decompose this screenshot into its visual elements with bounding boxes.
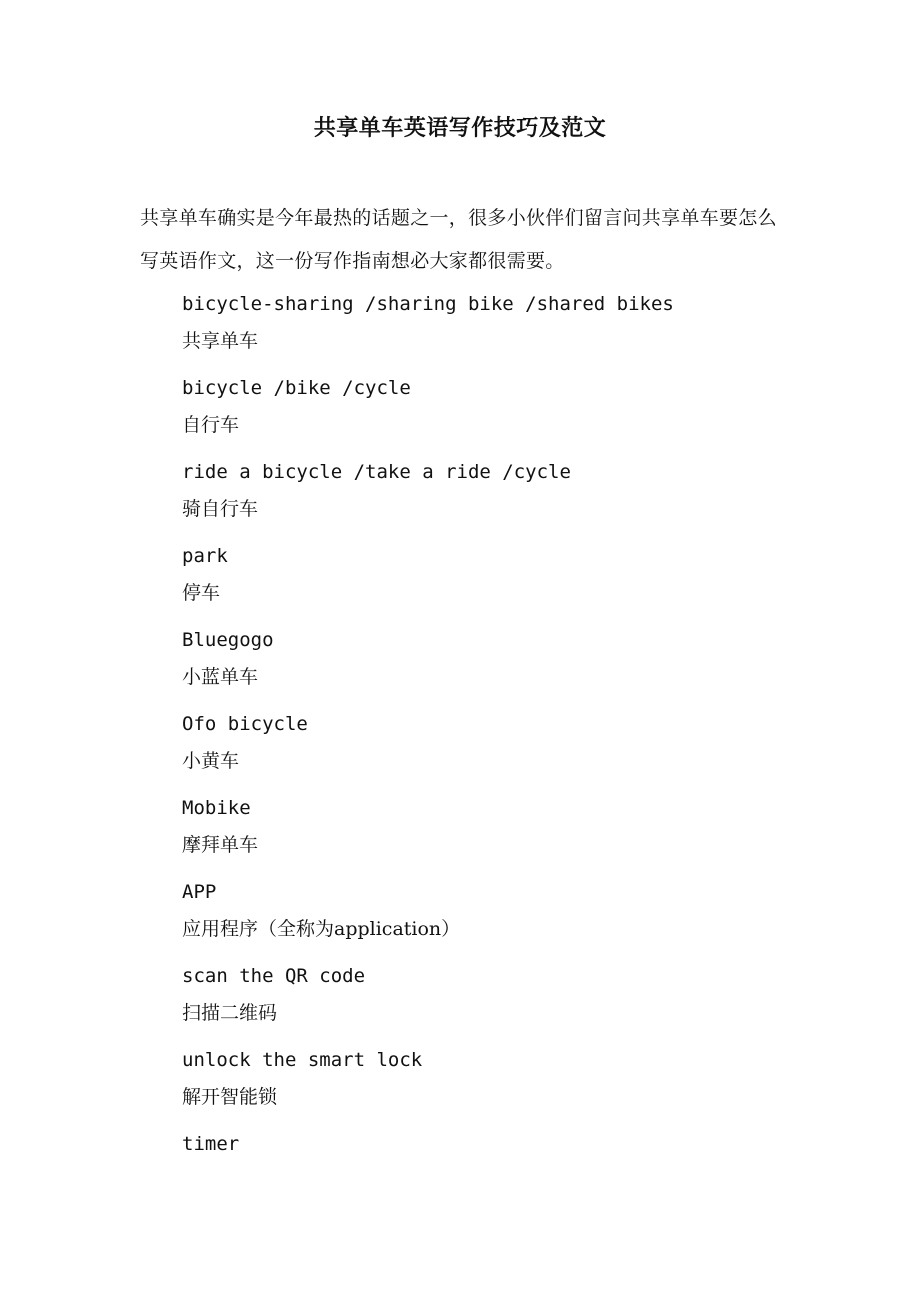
vocabulary-term: Mobike	[182, 797, 251, 819]
vocabulary-term: scan the QR code	[182, 965, 366, 987]
vocabulary-meaning: 摩拜单车	[182, 834, 259, 856]
vocabulary-meaning: 小黄车	[182, 750, 240, 772]
vocabulary-meaning: 自行车	[182, 414, 240, 436]
vocabulary-entry	[182, 287, 822, 371]
vocabulary-term: ride a bicycle /take a ride /cycle	[182, 461, 571, 483]
vocabulary-entry	[182, 875, 822, 959]
vocabulary-entry	[182, 371, 822, 455]
vocabulary-meaning: 解开智能锁	[182, 1086, 278, 1108]
vocabulary-term: bicycle /bike /cycle	[182, 377, 411, 399]
vocabulary-term: bicycle-sharing /sharing bike /shared bikes	[182, 293, 674, 315]
vocabulary-entry	[182, 1127, 822, 1211]
vocabulary-meaning: 骑自行车	[182, 498, 259, 520]
vocabulary-term: timer	[182, 1133, 240, 1155]
vocabulary-list	[182, 287, 822, 1211]
vocabulary-entry	[182, 1043, 822, 1127]
vocabulary-term: APP	[182, 881, 217, 903]
vocabulary-entry	[182, 623, 822, 707]
vocabulary-term: Bluegogo	[182, 629, 274, 651]
vocabulary-meaning	[182, 1161, 822, 1201]
vocabulary-meaning: 停车	[182, 582, 221, 604]
vocabulary-entry	[182, 539, 822, 623]
vocabulary-entry	[182, 455, 822, 539]
vocabulary-meaning: 共享单车	[182, 330, 259, 352]
vocabulary-meaning: 应用程序（全称为application）	[182, 918, 461, 940]
vocabulary-entry	[182, 959, 822, 1043]
vocabulary-entry	[182, 791, 822, 875]
vocabulary-term: Ofo bicycle	[182, 713, 308, 735]
vocabulary-entry	[182, 707, 822, 791]
vocabulary-meaning: 小蓝单车	[182, 666, 259, 688]
intro-paragraph: 共享单车确实是今年最热的话题之一，很多小伙伴们留言问共享单车要怎么写英语作文，这一份写作指南想必大家都很需要。	[140, 207, 777, 272]
vocabulary-term: park	[182, 545, 228, 567]
document-title: 共享单车英语写作技巧及范文	[313, 115, 607, 141]
vocabulary-meaning: 扫描二维码	[182, 1002, 278, 1024]
vocabulary-term: unlock the smart lock	[182, 1049, 423, 1071]
